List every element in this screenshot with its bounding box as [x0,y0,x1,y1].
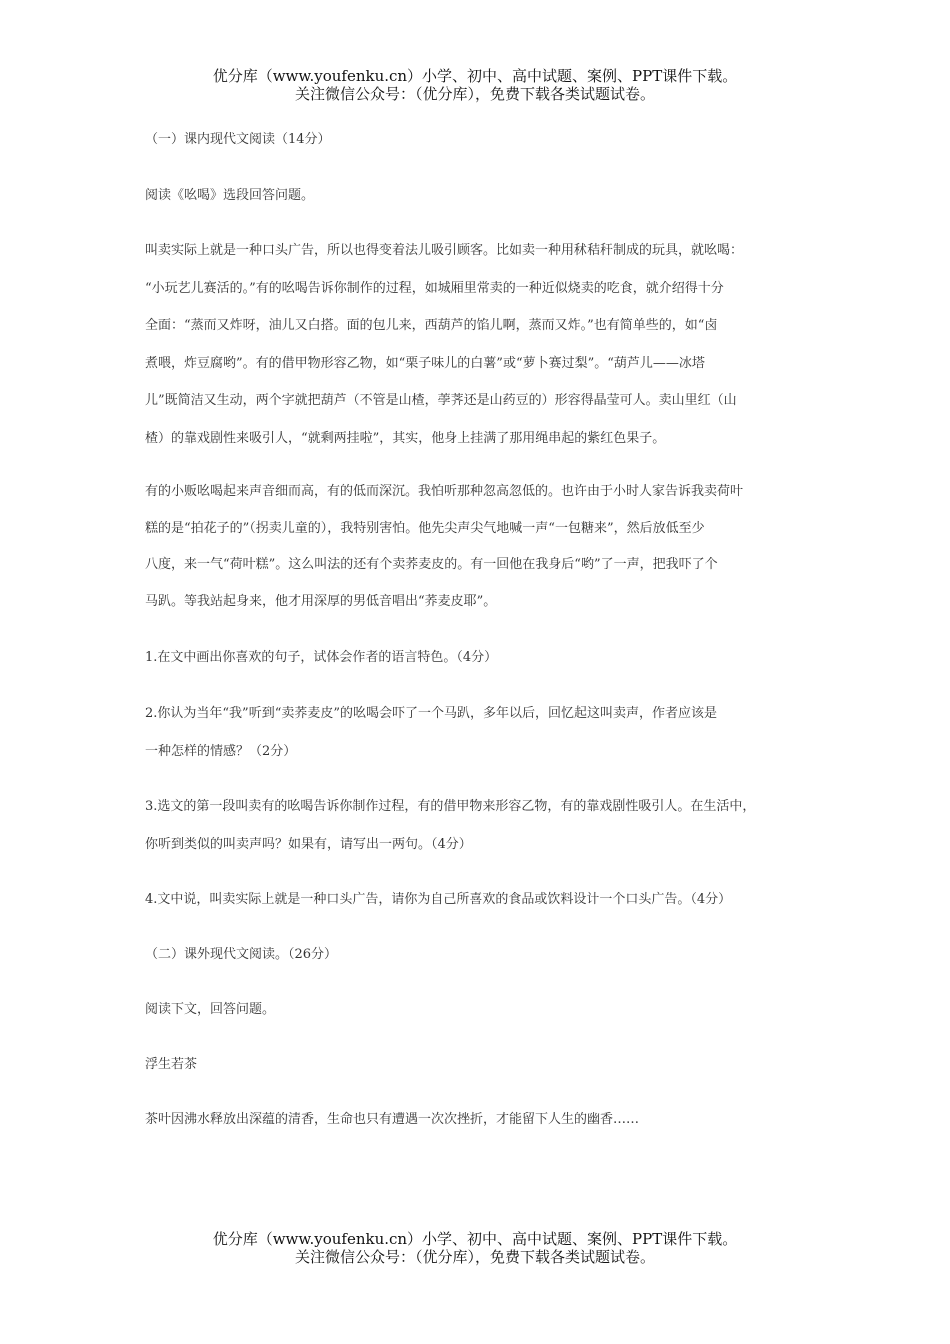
passage-line: “小玩艺儿赛活的。”有的吆喝告诉你制作的过程，如城厢里常卖的一种近似烧卖的吃食，就介绍得十分 [145,280,724,296]
footer-line-2: 关注微信公众号：（优分库），免费下载各类试题试卷。 [294,1248,655,1266]
passage-line: 楂）的靠戏剧性来吸引人，“就剩两挂啦”，其实，他身上挂满了那用绳串起的紫红色果子。 [145,430,666,446]
question-line: 一种怎样的情感？（2分） [145,743,297,759]
question-line: 你听到类似的叫卖声吗？如果有，请写出一两句。（4分） [145,836,472,852]
question-2 [145,702,815,777]
section2-title: （二）课外现代文阅读。（26分） [145,947,338,962]
passage-paragraph-1 [145,239,815,464]
passage-paragraph-2 [145,480,815,626]
page-header [0,67,950,103]
question-1: 1.在文中画出你喜欢的句子，试体会作者的语言特色。（4分） [145,650,498,665]
passage-line: 马趴。等我站起身来，他才用深厚的男低音唱出“荞麦皮耶”。 [145,593,497,609]
question-3 [145,795,815,870]
passage-line: 叫卖实际上就是一种口头广告，所以也得变着法儿吸引顾客。比如卖一种用秫秸秆制成的玩具，就吆喝： [145,243,744,258]
article-title: 浮生若茶 [145,1057,198,1072]
section1-title: （一）课内现代文阅读（14分） [145,132,331,147]
question-4: 4.文中说，叫卖实际上就是一种口头广告，请你为自己所喜欢的食品或饮料设计一个口头广告。（4分） [145,892,732,907]
passage-line: 全面：“蒸而又炸呀，油儿又白搭。面的包儿来，西葫芦的馅儿啊，蒸而又炸。”也有简单些的，如“卤 [145,318,718,333]
passage-line: 糕的是“拍花子的”（拐卖儿童的），我特别害怕。他先尖声尖气地喊一声“一包糖来”，然后放低至少 [145,520,705,536]
section1-instruction: 阅读《吆喝》选段回答问题。 [145,188,315,203]
page-footer [0,1230,950,1266]
question-line: 3.选文的第一段叫卖有的吆喝告诉你制作过程，有的借甲物来形容乙物，有的靠戏剧性吸引人。在生活中， [145,799,756,814]
passage-line: 八度，来一气“荷叶糕”。这么叫法的还有个卖荞麦皮的。有一回他在我身后“哟”了一声，把我吓了个 [145,557,718,572]
header-line-1: 优分库（www.youfenku.cn）小学、初中、高中试题、案例、PPT课件下载。 [212,67,738,85]
article-first-line: 茶叶因沸水释放出深蕴的清香，生命也只有遭遇一次次挫折，才能留下人生的幽香…… [145,1112,640,1127]
footer-line-1: 优分库（www.youfenku.cn）小学、初中、高中试题、案例、PPT课件下载。 [212,1230,738,1248]
passage-line: 有的小贩吆喝起来声音细而高，有的低而深沉。我怕听那种忽高忽低的。也许由于小时人家告诉我卖荷叶 [145,484,744,499]
passage-line: 儿”既简洁又生动，两个字就把葫芦（不管是山楂，荸荠还是山药豆的）形容得晶莹可人。卖山里红（山 [145,393,737,408]
section2-instruction: 阅读下文，回答问题。 [145,1002,276,1017]
question-line: 2.你认为当年“我”听到“卖荞麦皮”的吆喝会吓了一个马趴，多年以后，回忆起这叫卖声，作者应该是 [145,706,717,721]
header-line-2: 关注微信公众号：（优分库），免费下载各类试题试卷。 [294,85,655,103]
passage-line: 煮喂，炸豆腐哟”。有的借甲物形容乙物，如“栗子味儿的白薯”或“萝卜赛过梨”。“葫芦儿——冰塔 [145,355,705,371]
